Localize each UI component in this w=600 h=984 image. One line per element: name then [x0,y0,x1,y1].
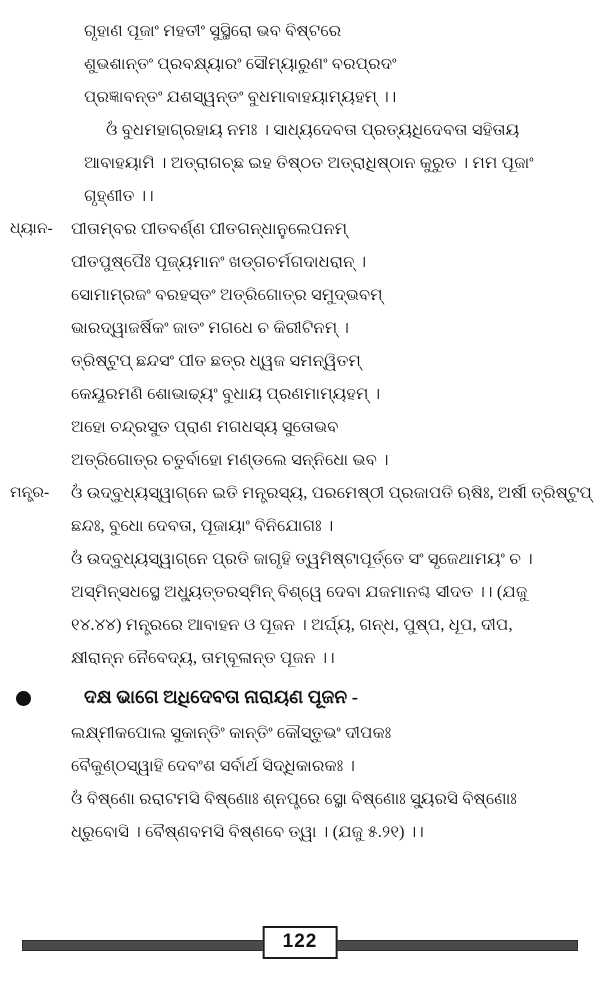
page-number: 122 [263,926,338,959]
text-line: ଗୃହ୍ଣୀତ ।। [84,186,154,205]
text-line: ପୀତାମ୍ବର ପୀତବର୍ଣ୍ଣ ପୀତଗନ୍ଧାନୁଲେପନମ୍ [71,219,348,238]
block-label-dhyana: ଧ୍ୟାନ- [10,220,53,237]
section-title: ଦକ୍ଷ ଭାଗେ ଅଧିଦେବତା ନାରାୟଣ ପୂଜନ - [84,688,358,708]
page-footer [0,926,600,966]
text-block-mantra [10,476,592,674]
text-block-section-body [10,716,582,848]
text-line: କ୍ଷୀରାନ୍ନ ନୈବେଦ୍ୟ, ତାମ୍ବୂଳାନ୍ତ ପୂଜନ ।। [71,648,335,667]
block-label-mantra: ମନ୍ତ୍ର- [10,484,50,501]
filled-circle-bullet-icon [16,691,31,706]
text-line: ଓଁ ବିଷ୍ଣୋ ରରାଟମସି ବିଷ୍ଣୋଃ ଶ୍ନପ୍ତ୍ରେ ସ୍ଥୋ ବିଷ୍ଣୋଃ ସ୍ୟୁରସି ବିଷ୍ଣୋଃ [71,789,517,808]
text-line: ଅହୋ ଚନ୍ଦ୍ରସୁତ ପ୍ରାଣ ମଗଧସ୍ୟ ସୁତୋଭବ [71,417,339,436]
text-line: ସୋମାମ୍ରଜଂ ବରହସ୍ତଂ ଅତ୍ରିଗୋତ୍ର ସମୁଦ୍ଭବମ୍ [71,285,383,304]
text-block [10,14,582,212]
text-line: ଓଁ ଉଦ୍‌ବୁଧ୍ୟସ୍ୱାଗ୍ନେ ପ୍ରତି ଜାଗୃହି ତ୍ୱମିଷ୍ଟାପୂର୍ତ୍ତେ ସଂ ସୃଜେଥାମୟଂ ଚ । [71,549,533,568]
text-line: ପ୍ରଜ୍ଞାବନ୍ତଂ ଯଶସ୍ୱନ୍ତଂ ବୁଧମାବାହୟାମ୍ୟହମ୍ ।। [84,87,397,106]
text-line: ଭାରଦ୍ୱାଜର୍ଷିକଂ ଜାତଂ ମଗଧେ ଚ କିରୀଟିନମ୍ । [71,318,350,337]
text-line: ତ୍ରିଷ୍ଟୁପ୍ ଛନ୍ଦସଂ ପୀତ ଛତ୍ର ଧ୍ୱଜ ସମନ୍ୱିତମ୍ [71,351,361,370]
text-line: ଲକ୍ଷ୍ମୀକପୋଲ ସୁକାନ୍ତିଂ କାନ୍ତିଂ କୌସ୍ତୁଭଂ ଦୀପକଃ [71,723,392,742]
text-line: ଓଁ ବୁଧମହାଗ୍ରହାୟ ନମଃ । ସାଧ୍ୟଦେବତା ପ୍ରତ୍ୟଧିଦେବତା ସହିତାୟ [106,120,520,139]
text-line: ଆବାହୟାମି । ଅତ୍ରାଗଚ୍ଛ ଇହ ତିଷ୍ଠତ ଅତ୍ରାଧିଷ୍ଠାନ କୁରୁତ । ମମ ପୂଜାଂ [84,153,534,172]
text-line: ଗୃହାଣ ପୂଜାଂ ମହତୀଂ ସୁସ୍ଥିରୋ ଭବ ବିଷ୍ଟରେ [84,21,342,40]
block-lines [62,14,582,212]
text-line: ପୀତପୁଷ୍ପୈଃ ପୂଜ୍ୟମାନଂ ଖଡ୍ଗଚର୍ମଗଦାଧରାନ୍ । [71,252,367,271]
text-line: କେୟୂରମଣି ଶୋଭାଢ୍ୟଂ ବୁଧାୟ ପ୍ରଣମାମ୍ୟହମ୍ । [71,384,381,403]
text-line: ଅସ୍ମିନ୍‌ସଧସ୍ଥେ ଅଧ୍ୟୁତ୍ତରସ୍ମିନ୍ ବିଶ୍ୱେ ଦେବା ଯଜମାନଶ୍ଚ ସୀଦତ ।। (ଯଜୁ [71,582,528,601]
text-line: ୧୪.୪୪) ମନ୍ତ୍ରରେ ଆବାହନ ଓ ପୂଜନ । ଅର୍ଘ୍ୟ, ଗନ୍ଧ, ପୁଷ୍ପ, ଧୂପ, ଦୀପ, [71,615,513,634]
text-line: ଓଁ ଉଦ୍‌ବୁଧ୍ୟସ୍ୱାଗ୍ନେ ଇତି ମନ୍ତ୍ରସ୍ୟ, ପରମେଷ୍ଠୀ ପ୍ରଜାପତି ଋଷିଃ, ଅର୍ଷୀ ତ୍ରିଷ୍ଟୁପ୍ [71,483,592,502]
text-line: ଶୁଭଶାନ୍ତଂ ପ୍ରବକ୍ଷ୍ୟାରଂ ସୌମ୍ୟାରୁଣଂ ବରପ୍ରଦଂ [84,54,397,73]
block-lines [62,716,582,848]
text-block-dhyana [10,212,582,476]
text-line: ବୈକୁଣ୍ଠସ୍ୱାହି ଦେବଂଶ ସର୍ବାର୍ଥ ସିଦ୍ଧିକାରକଃ । [71,756,355,775]
text-line: ଅତ୍ରିଗୋତ୍ର ଚତୁର୍ବାହୋ ମଣ୍ଡଲେ ସନ୍ନିଧୋ ଭବ । [71,450,389,469]
text-line: ଛନ୍ଦଃ, ବୁଧୋ ଦେବତା, ପୂଜାୟାଂ ବିନିଯୋଗଃ । [71,516,334,535]
bullet-col [10,680,62,716]
text-line: ଧ୍ରୁବୋସି । ବୈଷ୍ଣବମସି ବିଷ୍ଣବେ ତ୍ୱା । (ଯଜୁ ୫.୨୧) ।। [71,822,424,841]
block-lines [62,476,592,674]
section-heading [10,680,582,716]
block-lines [62,212,582,476]
